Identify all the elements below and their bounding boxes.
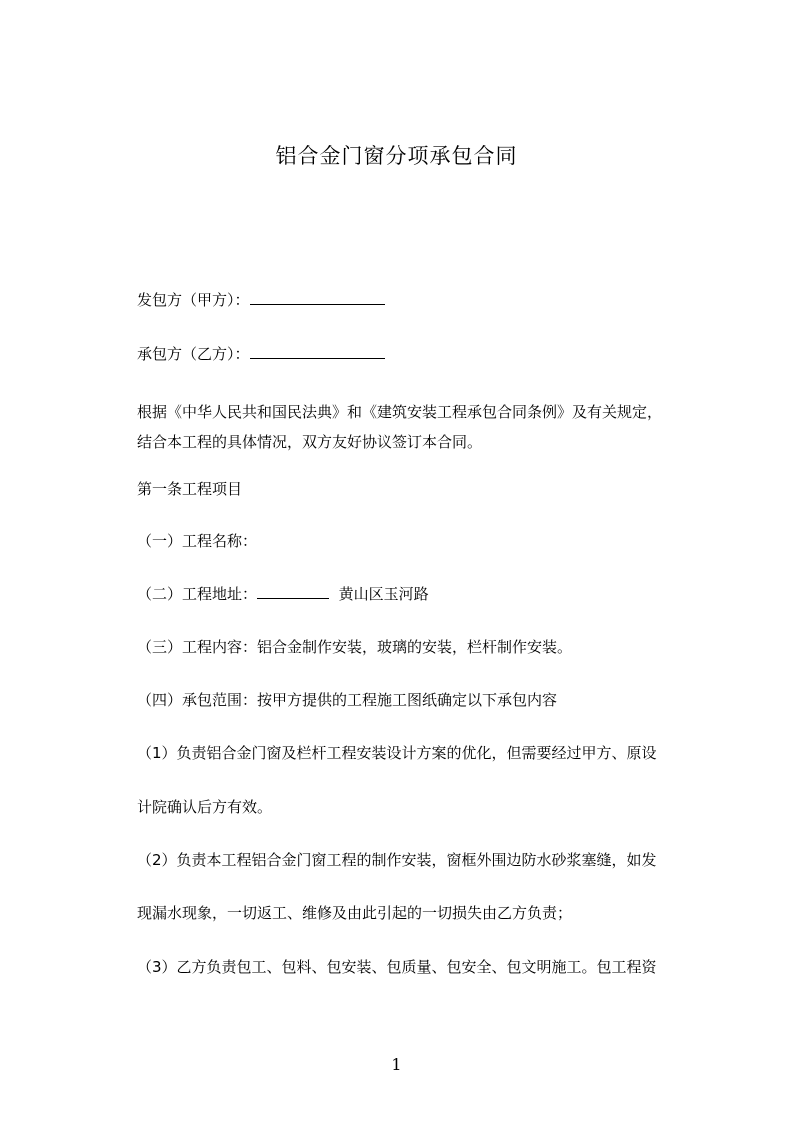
sub-item-1-line-1: （1）负责铝合金门窗及栏杆工程安装设计方案的优化，但需要经过甲方、原设: [137, 744, 657, 762]
item-2-value: 黄山区玉河路: [338, 585, 429, 603]
item-3: （三）工程内容：铝合金制作安装，玻璃的安装，栏杆制作安装。: [137, 638, 573, 656]
preamble-line-2: 结合本工程的具体情况，双方友好协议签订本合同。: [137, 433, 483, 451]
party-a-blank: [250, 289, 385, 305]
sub-item-1-line-2: 计院确认后方有效。: [137, 798, 273, 816]
sub-item-2-line-2: 现漏水现象，一切返工、维修及由此引起的一切损失由乙方负责；: [137, 904, 573, 922]
party-b-label: 承包方（乙方）：: [137, 345, 250, 363]
item-4: （四）承包范围：按甲方提供的工程施工图纸确定以下承包内容: [137, 691, 558, 709]
item-1: （一）工程名称：: [137, 532, 258, 550]
item-2-line: [137, 583, 429, 605]
document-title: 铝合金门窗分项承包合同: [275, 144, 518, 168]
party-a-line: [137, 289, 385, 311]
party-b-line: [137, 343, 385, 365]
sub-item-3-line-1: （3）乙方负责包工、包料、包安装、包质量、包安全、包文明施工。包工程资: [137, 958, 657, 976]
preamble-paragraph: [137, 397, 697, 457]
article-1-heading: 第一条工程项目: [137, 480, 243, 498]
preamble-line-1: 根据《中华人民共和国民法典》和《建筑安装工程承包合同条例》及有关规定，: [137, 403, 663, 421]
item-2-label: （二）工程地址：: [137, 585, 258, 603]
party-b-blank: [250, 343, 385, 359]
party-a-label: 发包方（甲方）：: [137, 291, 250, 309]
page-number: 1: [391, 1055, 402, 1074]
item-2-blank: [257, 583, 329, 599]
sub-item-2-line-1: （2）负责本工程铝合金门窗工程的制作安装，窗框外围边防水砂浆塞缝，如发: [137, 851, 657, 869]
